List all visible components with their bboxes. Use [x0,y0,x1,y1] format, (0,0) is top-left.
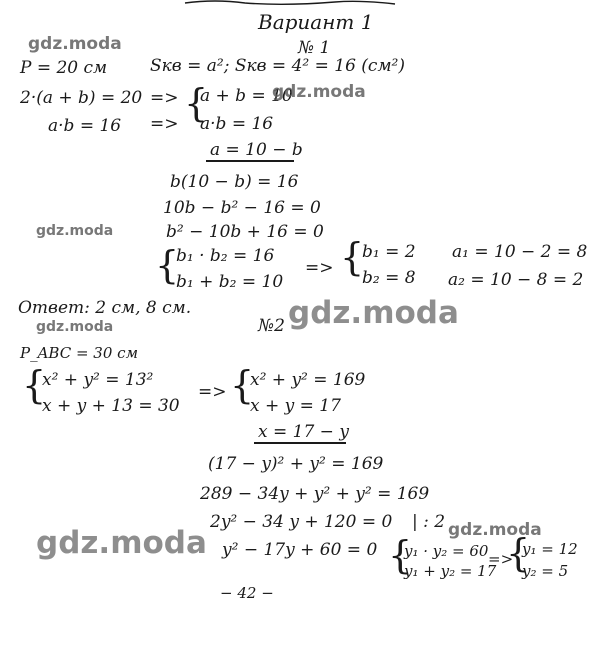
implies-arrow: => [198,382,227,402]
watermark: gdz.moda [288,295,459,331]
root-b2: b₂ = 8 [362,268,416,288]
system-1-line-2: a·b = 16 [200,114,274,134]
vieta-sum: b₁ + b₂ = 10 [176,272,284,292]
system-brace: { [506,531,531,575]
equation-perimeter: 2·(a + b) = 20 [20,88,143,108]
implies-arrow: => [150,114,179,134]
system-brace: { [340,235,365,279]
watermark: gdz.moda [448,520,542,540]
task-2-number: №2 [258,316,285,336]
substitution-x: x = 17 − y [258,422,349,442]
given-area: Sкв = a²; Sкв = 4² = 16 (см²) [150,56,405,76]
implies-arrow: => [488,550,514,568]
step-3: b² − 10b + 16 = 0 [166,222,324,242]
answer-line: Ответ: 2 см, 8 см. [18,298,192,318]
system-3-line-2: x + y = 17 [250,396,341,416]
value-a1: a₁ = 10 − 2 = 8 [452,242,588,262]
given-perimeter-1: P = 20 см [20,58,108,78]
substitution-a: a = 10 − b [210,140,303,160]
step-1: b(10 − b) = 16 [170,172,299,192]
system-brace: { [22,363,47,407]
system-2-line-1: x² + y² = 13² [42,370,154,390]
step-2: 10b − b² − 16 = 0 [163,198,321,218]
given-perimeter-2: P_ABC = 30 см [20,344,139,362]
root-b1: b₁ = 2 [362,242,416,262]
step-2: 289 − 34y + y² + y² = 169 [200,484,430,504]
value-a2: a₂ = 10 − 8 = 2 [448,270,584,290]
root-y2: y₂ = 5 [522,562,569,580]
implies-arrow: => [150,88,179,108]
vieta-sum-y: y₁ + y₂ = 17 [404,562,497,580]
watermark: gdz.moda [28,34,122,54]
system-brace: { [184,81,209,125]
page-number: − 42 − [220,584,274,602]
system-2-line-2: x + y + 13 = 30 [42,396,180,416]
watermark: gdz.moda [36,319,114,335]
implies-arrow: => [305,258,334,278]
underline [254,442,346,444]
system-1-line-1: a + b = 10 [200,86,293,106]
equation-product: a·b = 16 [48,116,122,136]
variant-title: Вариант 1 [258,10,374,34]
step-3: 2y² − 34 y + 120 = 0 [210,512,393,532]
watermark: gdz.moda [272,82,366,102]
step-4: y² − 17y + 60 = 0 [222,540,378,560]
root-y1: y₁ = 12 [522,540,578,558]
vieta-product-y: y₁ · y₂ = 60 [404,542,489,560]
system-3-line-1: x² + y² = 169 [250,370,366,390]
divide-note: | : 2 [412,512,446,532]
task-1-number: № 1 [298,38,331,58]
underline [206,160,294,162]
watermark: gdz.moda [36,525,207,561]
system-brace: { [388,533,413,577]
step-1: (17 − y)² + y² = 169 [208,454,384,474]
system-brace: { [230,363,255,407]
vieta-product: b₁ · b₂ = 16 [176,246,275,266]
system-brace: { [155,243,180,287]
watermark: gdz.moda [36,223,114,239]
